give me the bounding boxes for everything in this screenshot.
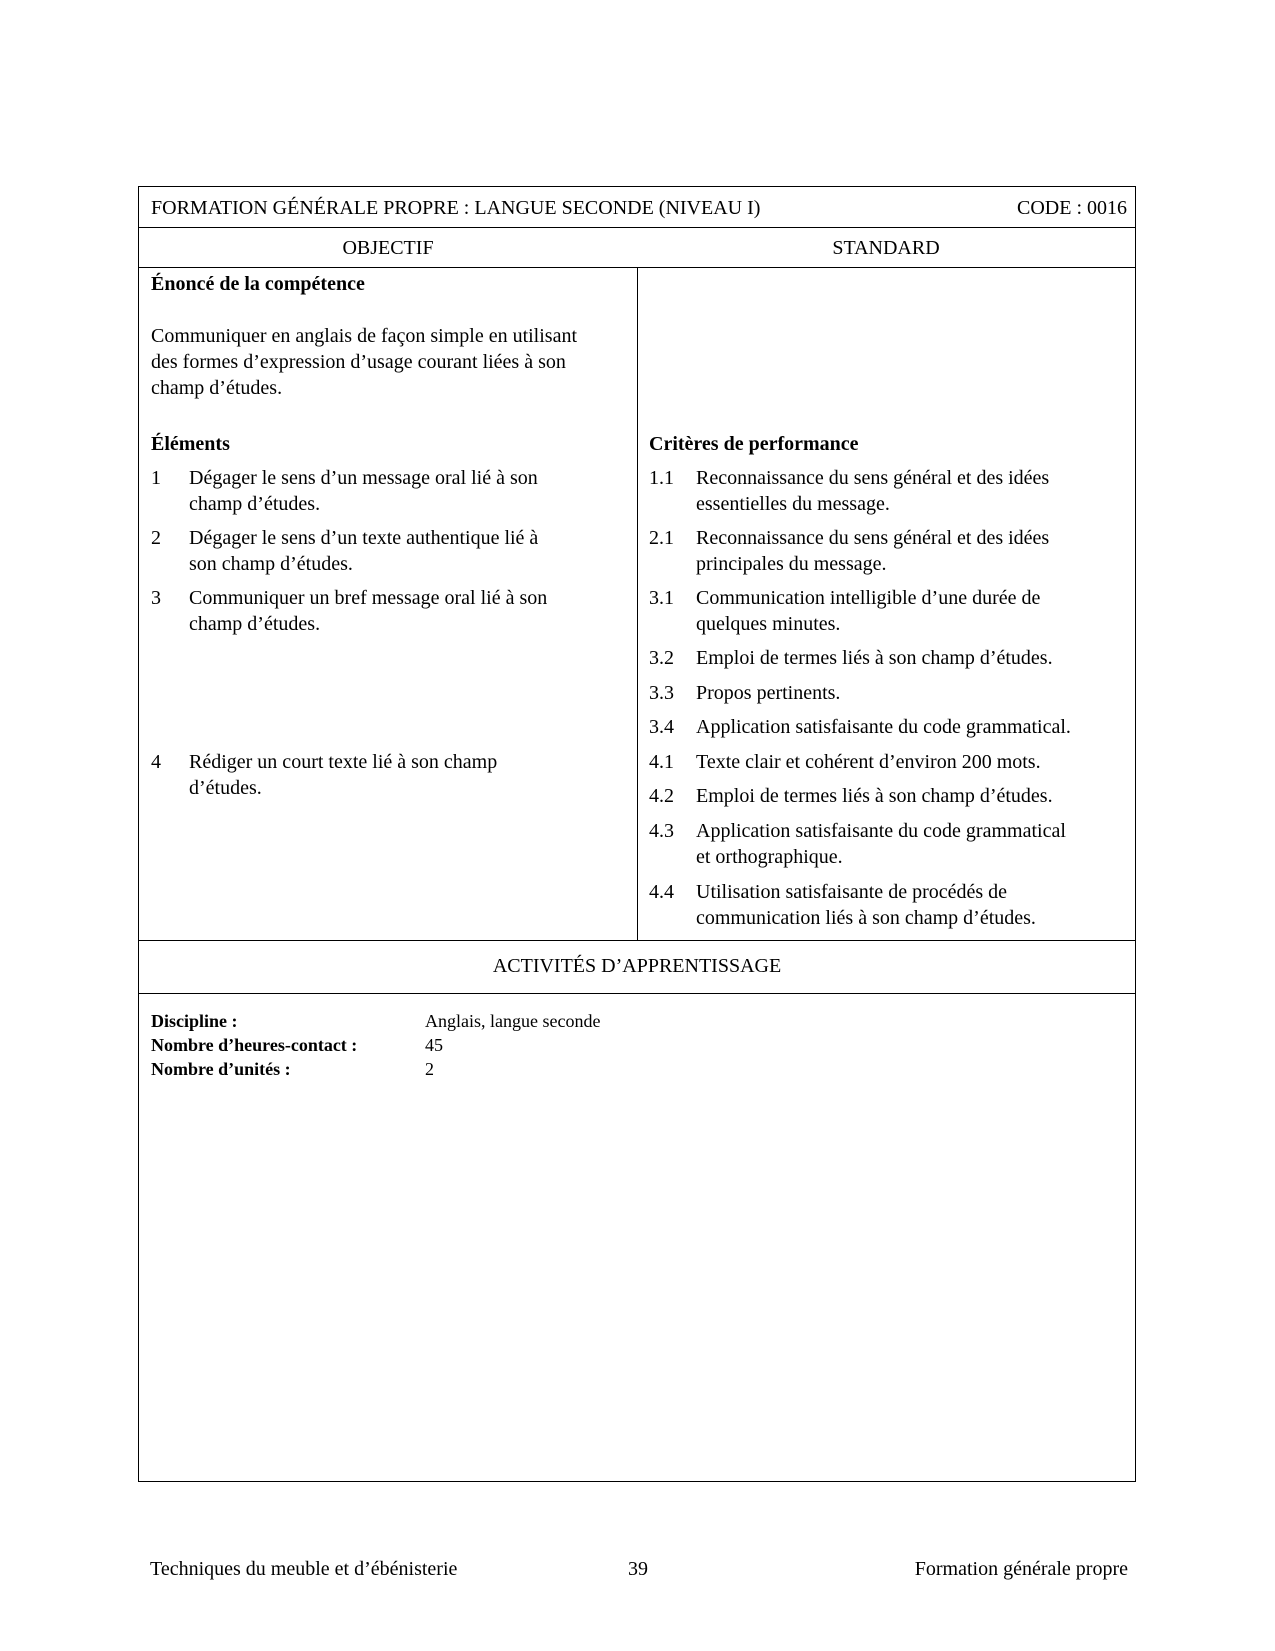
criterion-text-line: Reconnaissance du sens général et des idées [696,527,1050,549]
element-text-line: champ d’études. [189,493,321,515]
element-text-line: son champ d’études. [189,553,353,575]
element-number: 2 [151,527,161,549]
element-text-line: Rédiger un court texte lié à son champ [189,751,498,773]
element-text-line: Dégager le sens d’un message oral lié à son [189,467,538,489]
competency-table [138,186,1136,1482]
footer-program: Techniques du meuble et d’ébénisterie [150,1558,458,1580]
criterion-number: 4.3 [649,820,674,842]
criterion-text-line: Reconnaissance du sens général et des idées [696,467,1050,489]
criterion-text-line: essentielles du message. [696,493,890,515]
criterion-text-line: Propos pertinents. [696,682,841,704]
contact-hours-label: Nombre d’heures-contact : [151,1035,358,1055]
contact-hours-value: 45 [425,1035,443,1055]
criterion-text-line: principales du message. [696,553,887,575]
criterion-number: 4.2 [649,785,674,807]
section-divider-bottom [139,993,1135,994]
criterion-text-line: Emploi de termes liés à son champ d’études. [696,647,1053,669]
element-number: 4 [151,751,161,773]
units-label: Nombre d’unités : [151,1059,291,1079]
competence-line: champ d’études. [151,377,283,399]
criterion-number: 3.2 [649,647,674,669]
criterion-text-line: Application satisfaisante du code grammatical [696,820,1066,842]
criterion-text-line: quelques minutes. [696,613,841,635]
element-text-line: d’études. [189,777,262,799]
form-code: CODE : 0016 [1017,197,1127,219]
header-divider [139,227,1135,228]
criterion-number: 4.4 [649,881,674,903]
discipline-value: Anglais, langue seconde [425,1011,601,1031]
criterion-number: 4.1 [649,751,674,773]
element-number: 3 [151,587,161,609]
criterion-text-line: Application satisfaisante du code grammatical. [696,716,1071,738]
criterion-number: 2.1 [649,527,674,549]
standard-heading: STANDARD [832,237,940,259]
element-text-line: champ d’études. [189,613,321,635]
criterion-text-line: communication liés à son champ d’études. [696,907,1036,929]
competence-heading: Énoncé de la compétence [151,273,365,295]
objective-heading: OBJECTIF [342,237,434,259]
criteria-heading: Critères de performance [649,433,859,455]
footer-page-number: 39 [628,1558,648,1580]
criterion-text-line: Communication intelligible d’une durée de [696,587,1041,609]
form-title: FORMATION GÉNÉRALE PROPRE : LANGUE SECONDE (NIVEAU I) [151,197,761,219]
criterion-text-line: et orthographique. [696,846,843,868]
competence-line: des formes d’expression d’usage courant liées à son [151,351,566,373]
element-number: 1 [151,467,161,489]
criterion-text-line: Utilisation satisfaisante de procédés de [696,881,1008,903]
criterion-text-line: Emploi de termes liés à son champ d’études. [696,785,1053,807]
section-divider-top [139,940,1135,941]
criterion-number: 3.4 [649,716,674,738]
elements-heading: Éléments [151,433,230,455]
criterion-number: 3.1 [649,587,674,609]
element-text-line: Communiquer un bref message oral lié à son [189,587,548,609]
criterion-text-line: Texte clair et cohérent d’environ 200 mots. [696,751,1041,773]
element-text-line: Dégager le sens d’un texte authentique lié à [189,527,539,549]
criterion-number: 3.3 [649,682,674,704]
criterion-number: 1.1 [649,467,674,489]
footer-section: Formation générale propre [914,1558,1128,1580]
units-value: 2 [425,1059,434,1079]
column-divider [637,267,638,940]
activities-heading: ACTIVITÉS D’APPRENTISSAGE [492,955,782,977]
competence-line: Communiquer en anglais de façon simple en utilisant [151,325,578,347]
discipline-label: Discipline : [151,1011,238,1031]
